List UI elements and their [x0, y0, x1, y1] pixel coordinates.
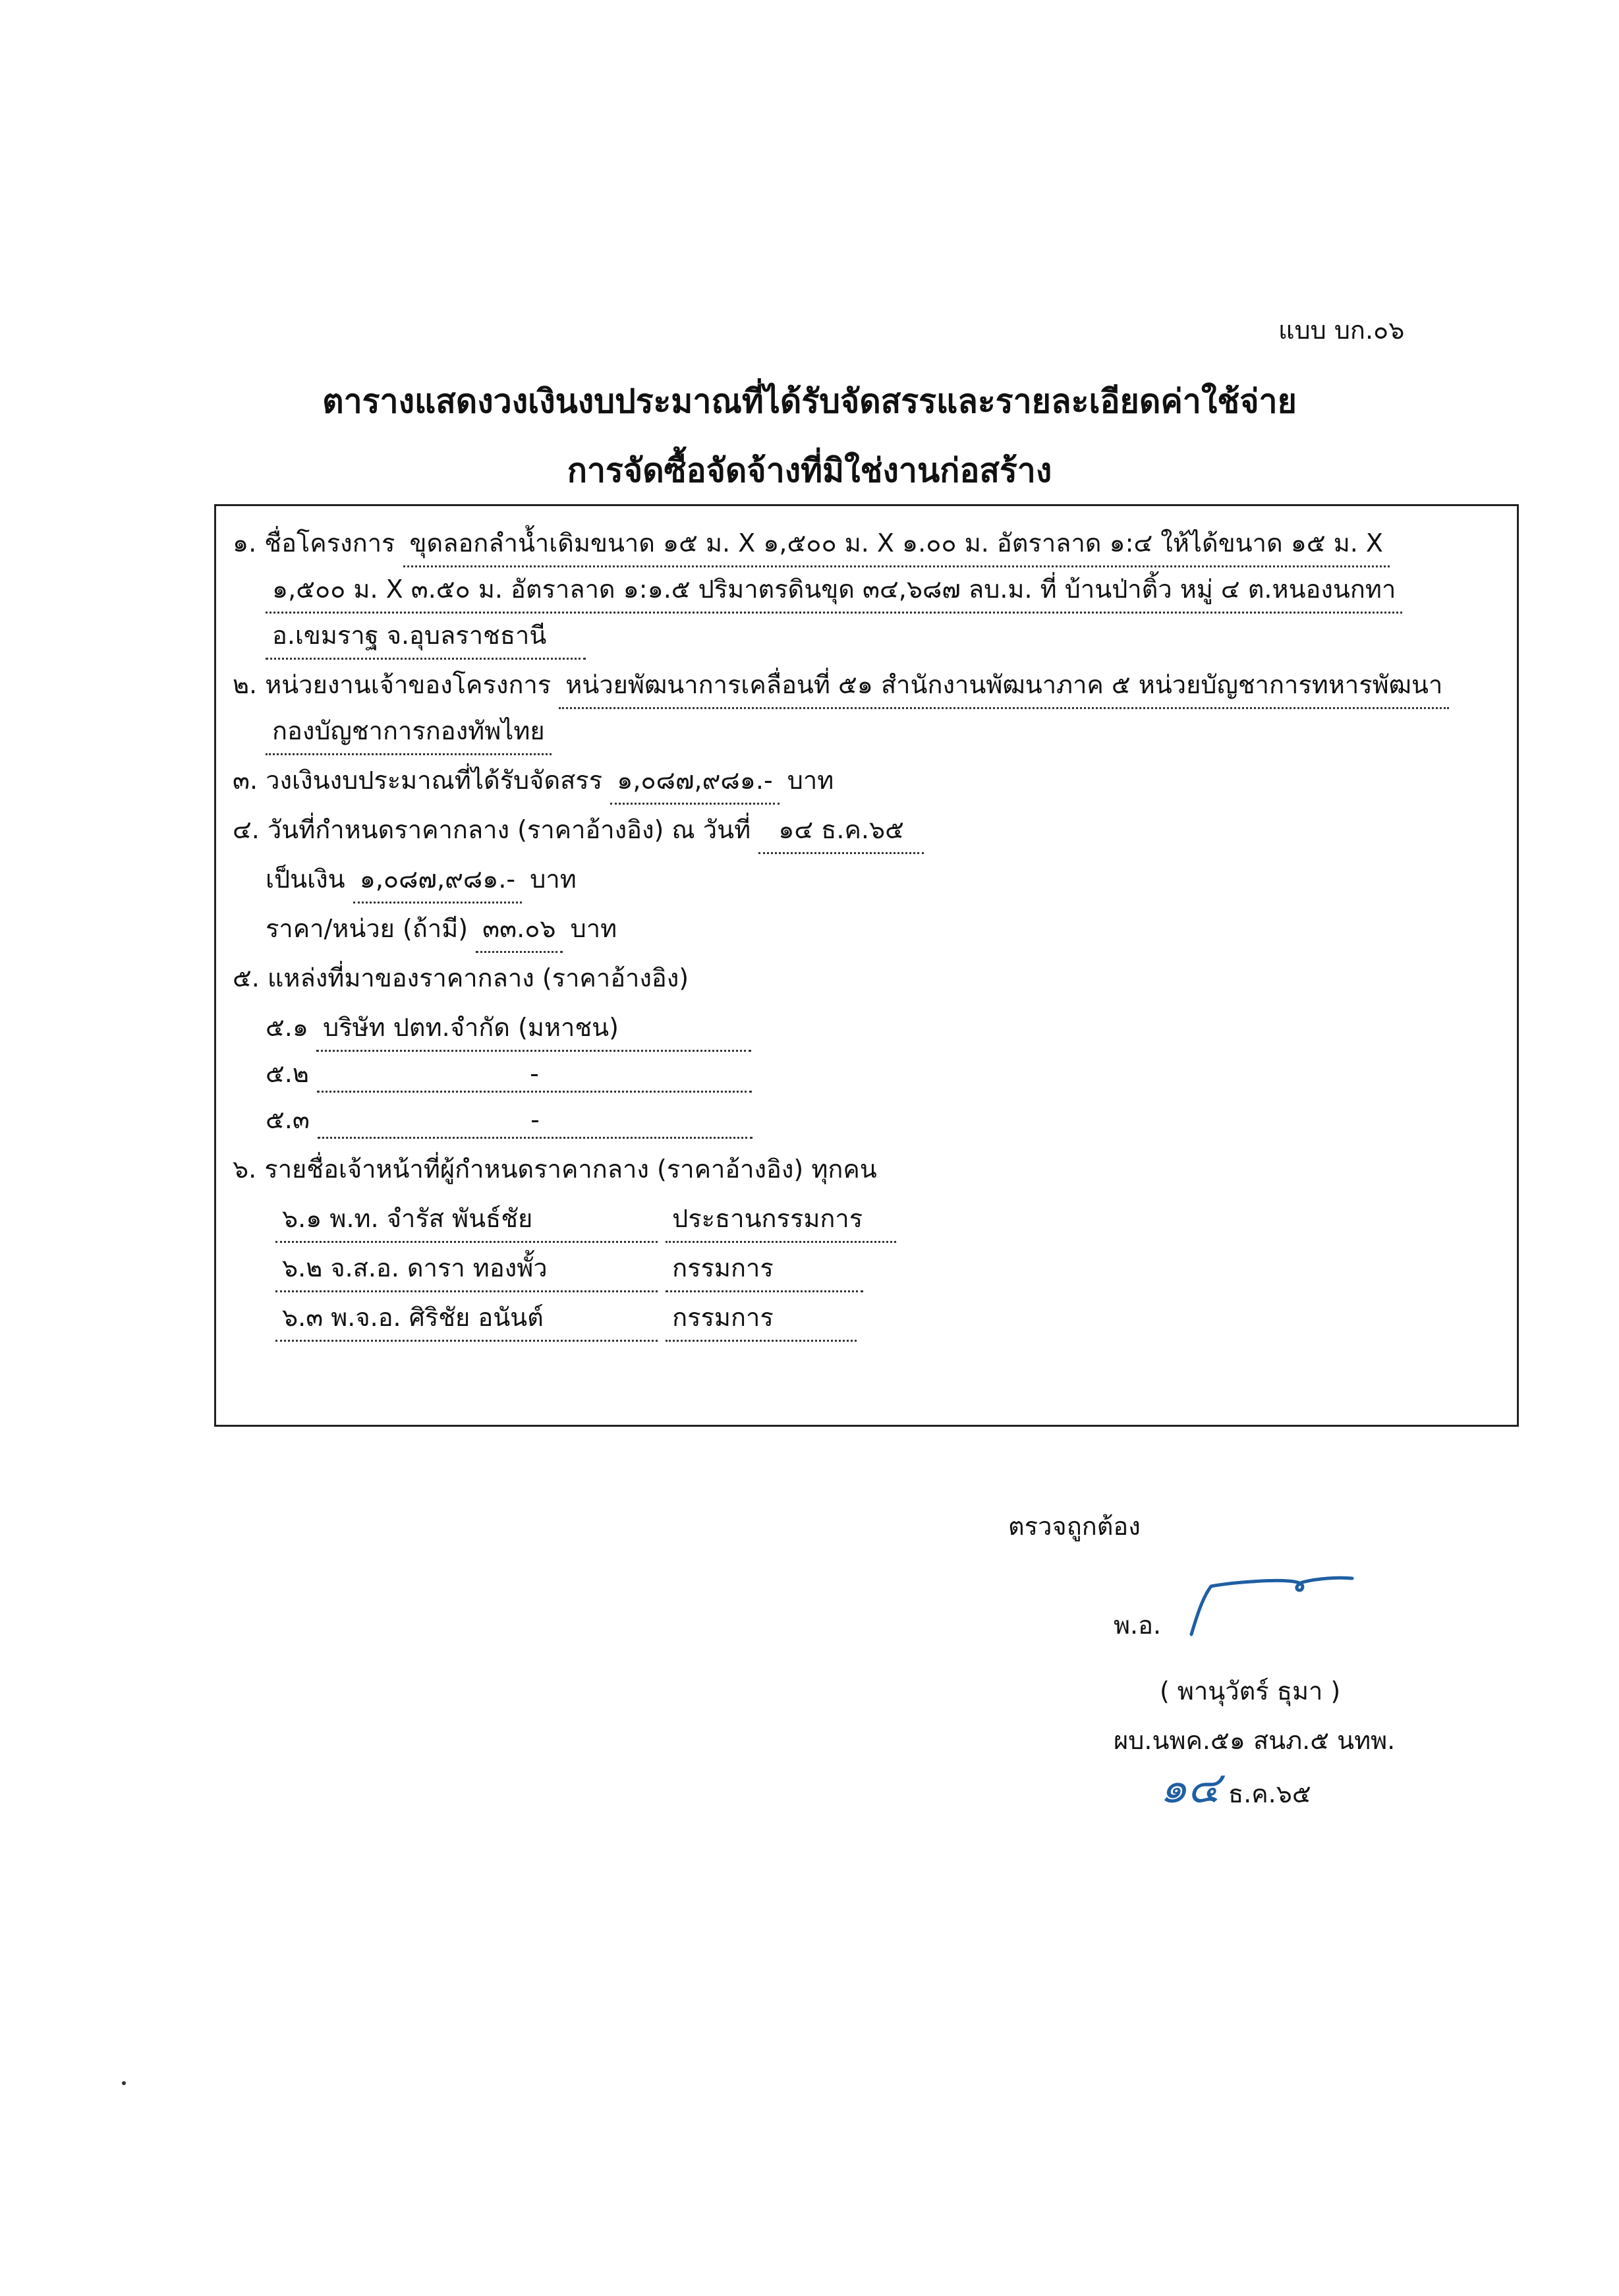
amount-label: เป็นเงิน [266, 865, 345, 894]
sign-date [1160, 1753, 1311, 1822]
verified-label: ตรวจถูกต้อง [1008, 1512, 1141, 1541]
officer-2-role: กรรมการ [666, 1248, 863, 1292]
source-3-number: ๕.๓ [266, 1105, 310, 1134]
officer-2-name: ๖.๒ จ.ส.อ. ดารา ทองพั้ว [275, 1248, 658, 1292]
signer-name: ( พานุวัตร์ ธุมา ) [1160, 1677, 1341, 1706]
speck [122, 2081, 126, 2085]
source-row-1 [266, 1007, 751, 1052]
date-row [233, 809, 924, 854]
budget-unit: บาท [787, 766, 834, 795]
handwritten-signature [1173, 1565, 1357, 1644]
unit-price-row [266, 908, 617, 953]
amount-row [266, 859, 577, 904]
officer-row-2 [275, 1248, 863, 1292]
project-row-2 [266, 569, 1402, 614]
project-line-1: ขุดลอกลำน้ำเดิมขนาด ๑๕ ม. X ๑,๕๐๐ ม. X ๑.๐๐ ม. อัตราลาด ๑:๔ ให้ได้ขนาด ๑๕ ม. X [403, 523, 1390, 567]
agency-label: ๒. หน่วยงานเจ้าของโครงการ [233, 670, 552, 699]
project-label: ๑. ชื่อโครงการ [233, 529, 395, 558]
source-1-value: บริษัท ปตท.จำกัด (มหาชน) [316, 1007, 751, 1052]
officer-3-role: กรรมการ [666, 1297, 857, 1342]
source-heading: ๕. แหล่งที่มาของราคากลาง (ราคาอ้างอิง) [233, 963, 689, 992]
unit-price-value: ๓๓.๐๖ [476, 908, 562, 953]
budget-row [233, 760, 834, 805]
source-2-number: ๕.๒ [266, 1059, 309, 1088]
project-line-3: อ.เขมราฐ จ.อุบลราชธานี [266, 615, 586, 660]
unit-price-label: ราคา/หน่วย (ถ้ามี) [266, 914, 469, 943]
amount-unit: บาท [530, 865, 577, 894]
agency-line-2: กองบัญชาการกองทัพไทย [266, 710, 552, 755]
date-value: ๑๔ ธ.ค.๖๕ [758, 809, 924, 854]
page-subtitle: การจัดซื้อจัดจ้างที่มิใช่งานก่อสร้าง [567, 451, 1052, 490]
source-2-value: - [317, 1059, 752, 1093]
sign-date-day: ๑๔ [1160, 1762, 1220, 1813]
source-row-3 [266, 1099, 753, 1139]
project-row-1 [233, 523, 1390, 567]
form-box [214, 504, 1519, 1427]
budget-label: ๓. วงเงินงบประมาณที่ได้รับจัดสรร [233, 766, 603, 795]
project-row-3 [266, 615, 586, 660]
project-line-2: ๑,๕๐๐ ม. X ๓.๕๐ ม. อัตราลาด ๑:๑.๕ ปริมาตรดินขุด ๓๔,๖๘๗ ลบ.ม. ที่ บ้านป่าติ้ว หมู่ ๔ ต.หนองนกทา [266, 569, 1402, 614]
sign-date-month: ธ.ค.๖๕ [1228, 1779, 1311, 1808]
officer-row-1 [275, 1198, 896, 1243]
date-label: ๔. วันที่กำหนดราคากลาง (ราคาอ้างอิง) ณ วันที่ [233, 815, 751, 844]
amount-value: ๑,๐๘๗,๙๘๑.- [353, 859, 522, 904]
source-1-number: ๕.๑ [266, 1013, 308, 1042]
officer-1-role: ประธานกรรมการ [666, 1198, 896, 1243]
agency-row-1 [233, 664, 1449, 709]
budget-value: ๑,๐๘๗,๙๘๑.- [610, 760, 779, 805]
officers-heading: ๖. รายชื่อเจ้าหน้าที่ผู้กำหนดราคากลาง (ราคาอ้างอิง) ทุกคน [233, 1155, 877, 1184]
rank-label: พ.อ. [1114, 1611, 1162, 1640]
source-3-value: - [318, 1105, 753, 1139]
signer-position: ผบ.นพค.๕๑ สนภ.๕ นทพ. [1114, 1726, 1396, 1755]
agency-row-2 [266, 710, 552, 755]
officer-1-name: ๖.๑ พ.ท. จำรัส พันธ์ชัย [275, 1198, 658, 1243]
agency-line-1: หน่วยพัฒนาการเคลื่อนที่ ๕๑ สำนักงานพัฒนาภาค ๕ หน่วยบัญชาการทหารพัฒนา [559, 664, 1449, 709]
officer-3-name: ๖.๓ พ.จ.อ. ศิริชัย อนันต์ [275, 1297, 658, 1342]
unit-price-unit: บาท [570, 914, 617, 943]
source-row-2 [266, 1053, 752, 1093]
page-title: ตารางแสดงวงเงินงบประมาณที่ได้รับจัดสรรและรายละเอียดค่าใช้จ่าย [322, 382, 1297, 420]
form-code: แบบ บก.๐๖ [1278, 316, 1405, 345]
officer-row-3 [275, 1297, 857, 1342]
